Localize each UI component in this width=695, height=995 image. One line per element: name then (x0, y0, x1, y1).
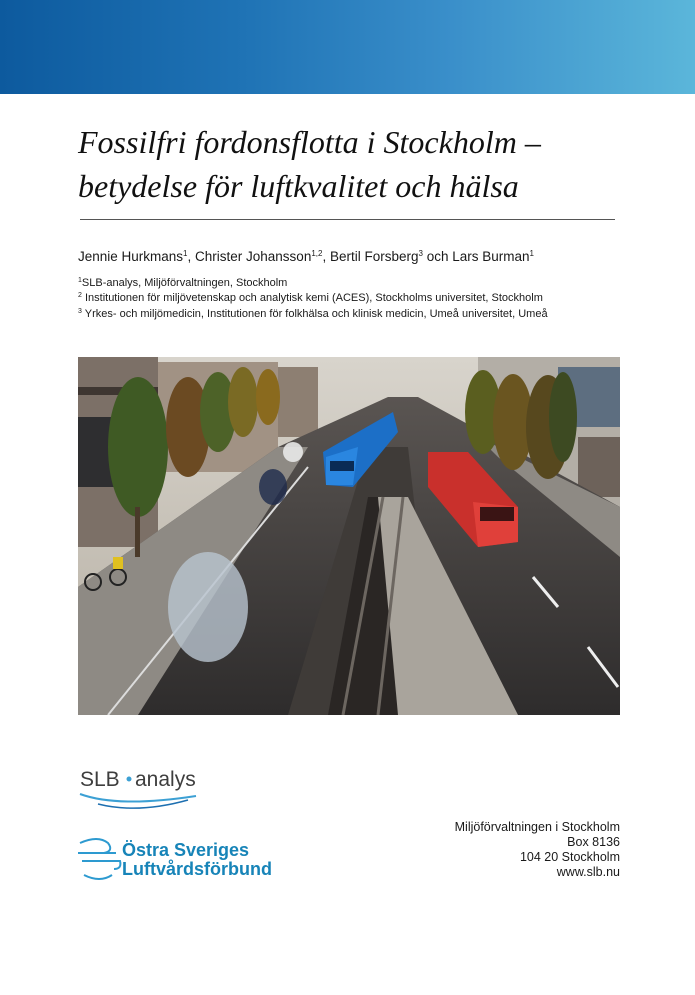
osl-logo-line-2: Luftvårdsförbund (122, 859, 272, 879)
author-name: Bertil Forsberg (329, 249, 419, 264)
affiliation-text: Yrkes- och miljömedicin, Institutionen för folkhälsa och klinisk medicin, Umeå universitet, Umeå (81, 308, 548, 320)
slb-analys-logo (78, 758, 203, 814)
author-separator: , (187, 249, 196, 264)
authors-line (78, 249, 534, 264)
slb-logo-text-right: analys (135, 768, 196, 791)
title-line-2: betydelse för luftkvalitet och hälsa (78, 168, 519, 204)
author-name: Lars Burman (452, 249, 530, 264)
affiliation-text: Institutionen för miljövetenskap och analytisk kemi (ACES), Stockholms universitet, Stockholm (81, 292, 543, 304)
affiliation-2 (78, 292, 543, 304)
author-name: Christer Johansson (195, 249, 312, 264)
wind-swirl-icon (78, 833, 122, 885)
author-affil-ref: 1,2 (311, 249, 323, 258)
cover-photo-street-traffic (78, 357, 620, 715)
osl-logo-text (122, 841, 272, 879)
osl-logo-line-1: Östra Sveriges (122, 840, 250, 860)
affiliation-1 (78, 277, 287, 289)
address-line-2: Box 8136 (567, 835, 620, 849)
affiliation-3 (78, 308, 548, 320)
author-separator: , (322, 249, 330, 264)
publisher-address (455, 820, 620, 880)
affiliation-number: 1 (78, 277, 82, 284)
author-affil-ref: 3 (418, 249, 423, 258)
title-line-1: Fossilfri fordonsflotta i Stockholm – (78, 124, 541, 160)
author-name: Jennie Hurkmans (78, 249, 184, 264)
affiliation-number: 2 (78, 292, 82, 299)
report-title (78, 120, 638, 208)
author-affil-ref: 1 (529, 249, 534, 258)
author-separator: och (422, 249, 453, 264)
address-line-3: 104 20 Stockholm (519, 850, 620, 864)
author-affil-ref: 1 (183, 249, 188, 258)
address-line-1: Miljöförvaltningen i Stockholm (454, 820, 620, 834)
affiliation-number: 3 (78, 308, 82, 315)
title-divider (80, 219, 615, 220)
address-website: www.slb.nu (556, 865, 620, 879)
affiliation-text: SLB-analys, Miljöförvaltningen, Stockholm (81, 277, 288, 289)
slb-logo-text-left: SLB (80, 768, 120, 791)
header-banner (0, 0, 695, 94)
